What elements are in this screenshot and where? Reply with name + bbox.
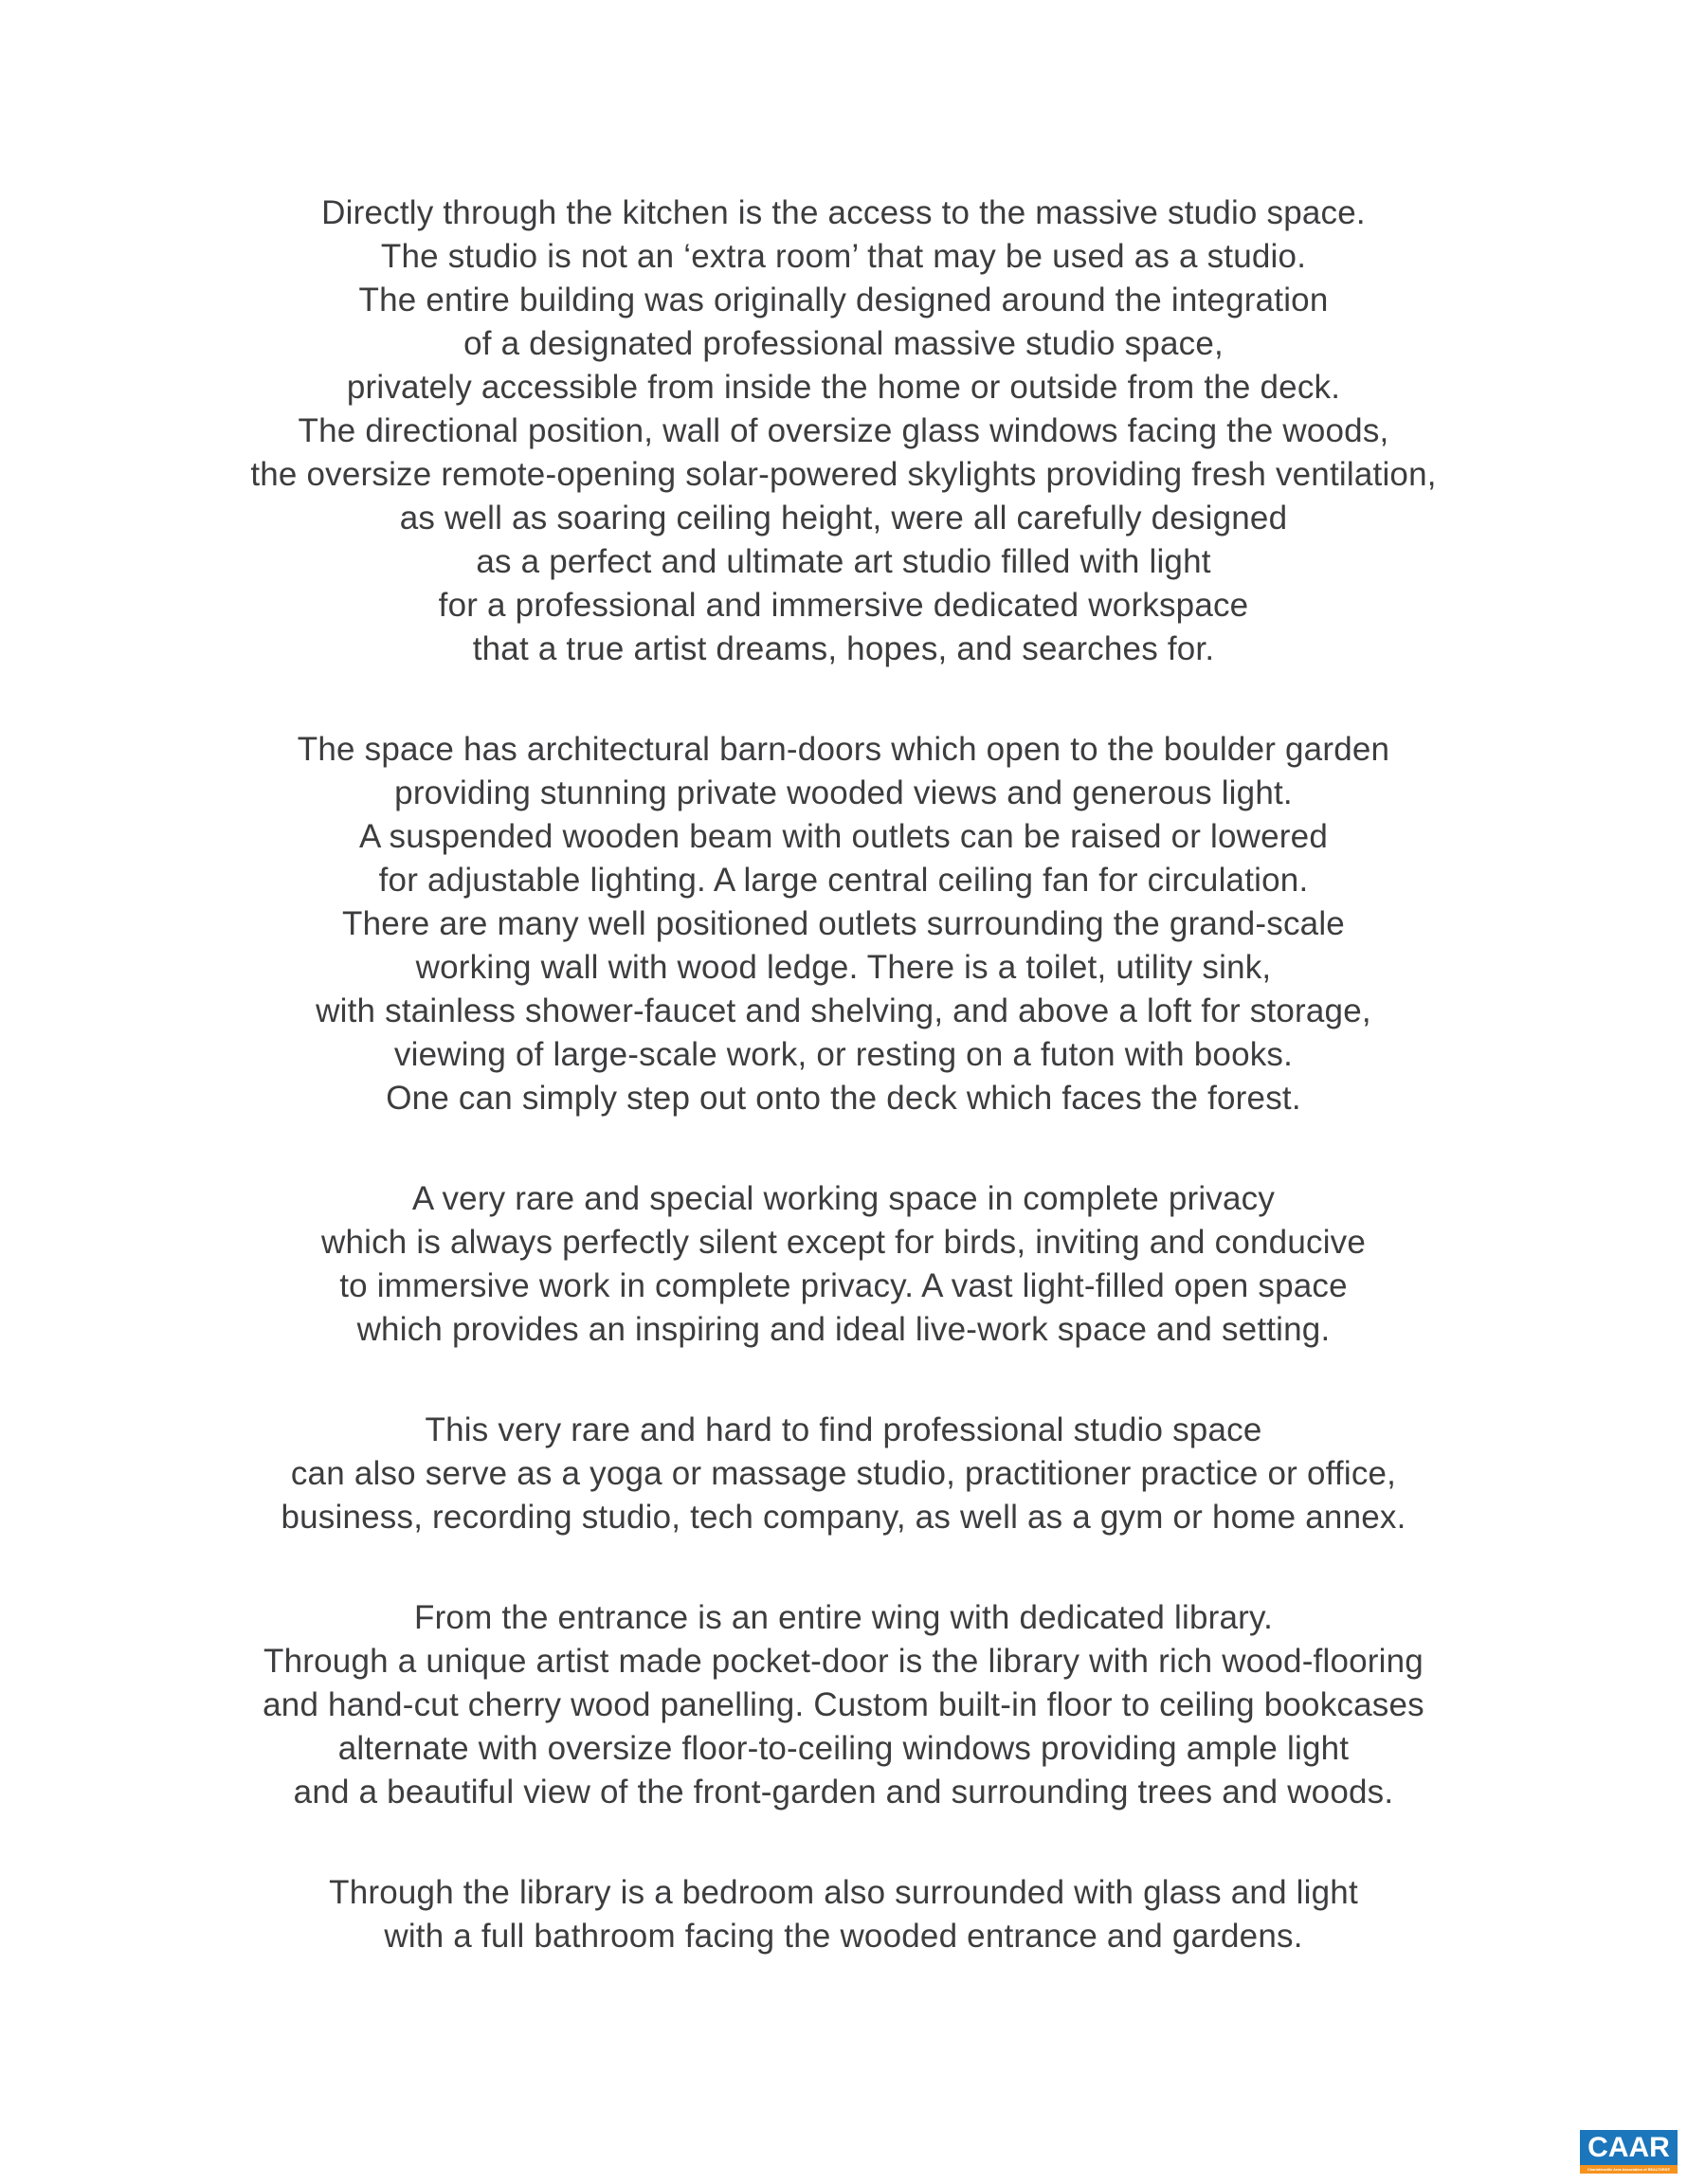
text-line: The directional position, wall of oversize glass windows facing the woods, [298,412,1389,449]
text-line: providing stunning private wooded views and generous light. [394,774,1293,811]
text-line: for a professional and immersive dedicated workspace [438,587,1249,624]
text-line: of a designated professional massive studio space, [463,325,1224,362]
text-line: for adjustable lighting. A large central ceiling fan for circulation. [378,862,1309,899]
text-line: One can simply step out onto the deck which faces the forest. [386,1080,1301,1117]
paragraph-studio-access [0,191,1687,671]
paragraph-library-wing [0,1596,1687,1814]
caar-logo-orange-strip [1580,2165,1678,2174]
text-line: alternate with oversize floor-to-ceiling windows providing ample light [337,1730,1350,1767]
text-line: with a full bathroom facing the wooded entrance and gardens. [384,1918,1303,1955]
text-line: as a perfect and ultimate art studio filled with light [476,543,1211,580]
caar-logo-acronym: CAAR [1587,2131,1670,2163]
text-line: can also serve as a yoga or massage studio, practitioner practice or office, [290,1455,1397,1492]
text-line: Directly through the kitchen is the access to the massive studio space. [321,194,1366,231]
caar-logo [1580,2130,1678,2174]
text-line: the oversize remote-opening solar-powered skylights providing fresh ventilation, [250,456,1437,493]
paragraph-studio-features [0,728,1687,1120]
caar-logo-blue-field [1580,2130,1678,2165]
paragraph-alternate-uses [0,1409,1687,1539]
text-line: Through the library is a bedroom also surrounded with glass and light [329,1874,1358,1911]
text-line: A suspended wooden beam with outlets can be raised or lowered [358,818,1328,855]
text-line: with stainless shower-faucet and shelving, and above a loft for storage, [316,992,1371,1029]
text-line: which is always perfectly silent except for birds, inviting and conducive [320,1224,1367,1261]
text-line: The entire building was originally designed around the integration [358,282,1329,318]
text-line: This very rare and hard to find professional studio space [425,1411,1262,1448]
paragraph-privacy [0,1177,1687,1352]
text-line: viewing of large-scale work, or resting on a futon with books. [393,1036,1294,1073]
text-line: to immersive work in complete privacy. A vast light-filled open space [339,1267,1348,1304]
text-line: Through a unique artist made pocket-door is the library with rich wood-flooring [263,1643,1424,1680]
text-line: working wall with wood ledge. There is a toilet, utility sink, [415,949,1272,986]
text-line: business, recording studio, tech company, as well as a gym or home annex. [281,1499,1406,1536]
text-line: There are many well positioned outlets surrounding the grand-scale [342,905,1345,942]
caar-logo-tagline: Charlottesville Area Association of REALTORS® [1587,2167,1671,2172]
text-line: The space has architectural barn-doors which open to the boulder garden [297,731,1390,768]
text-line: and hand-cut cherry wood panelling. Custom built-in floor to ceiling bookcases [263,1686,1424,1723]
text-line: The studio is not an ‘extra room’ that may be used as a studio. [380,238,1307,275]
text-line: From the entrance is an entire wing with dedicated library. [413,1599,1274,1636]
text-line: A very rare and special working space in complete privacy [411,1180,1276,1217]
text-line: which provides an inspiring and ideal live-work space and setting. [356,1311,1331,1348]
paragraph-bedroom [0,1871,1687,1958]
text-line: that a true artist dreams, hopes, and searches for. [472,630,1215,667]
text-line: and a beautiful view of the front-garden and surrounding trees and woods. [293,1774,1394,1811]
text-line: privately accessible from inside the home or outside from the deck. [346,369,1341,406]
text-line: as well as soaring ceiling height, were all carefully designed [399,500,1288,537]
